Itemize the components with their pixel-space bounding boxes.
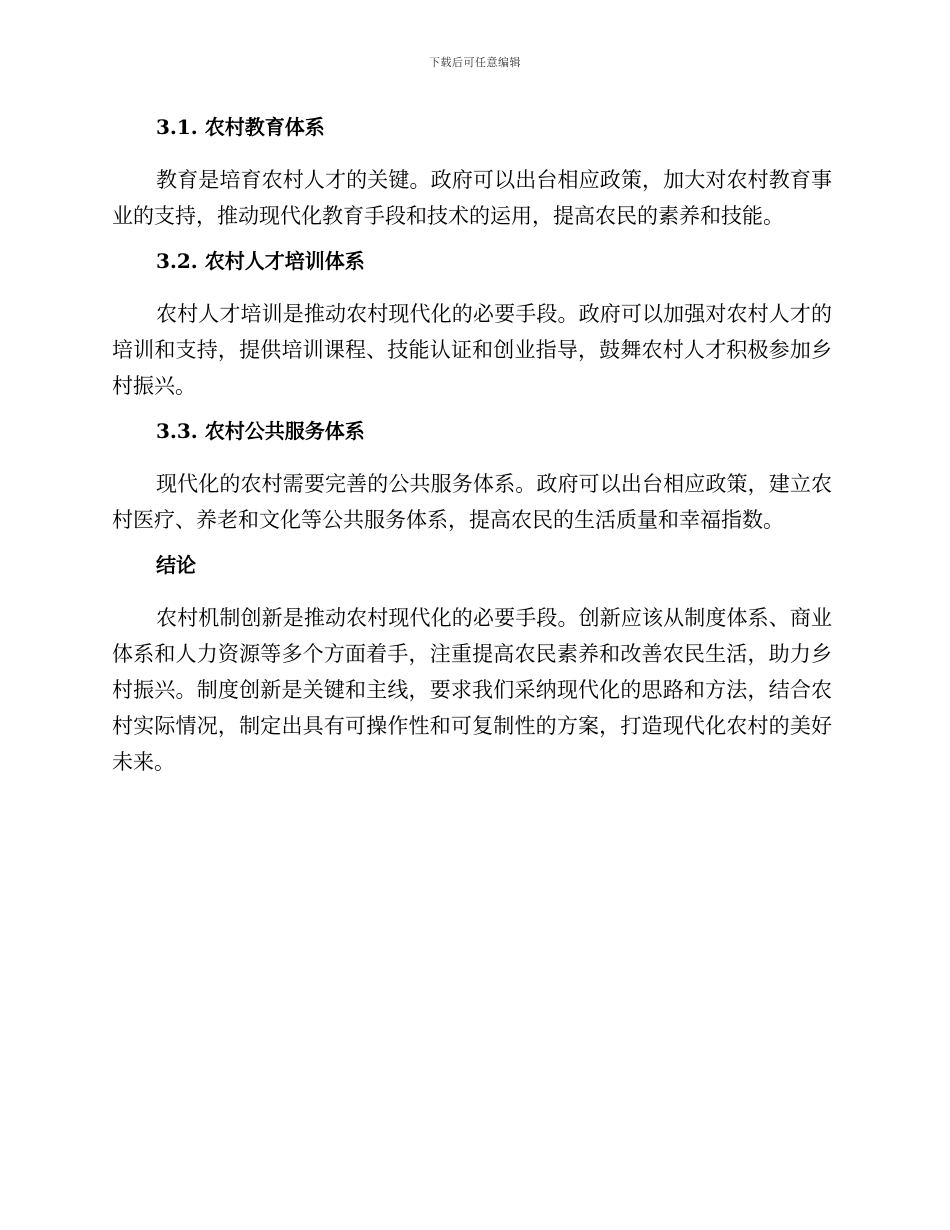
section-heading-public-service: 3.3. 农村公共服务体系 xyxy=(156,419,365,443)
document-body xyxy=(112,112,832,780)
header-note: 下载后可任意编辑 xyxy=(429,56,521,69)
section-heading-conclusion: 结论 xyxy=(156,553,196,577)
section-heading-training: 3.2. 农村人才培训体系 xyxy=(156,249,365,273)
section-paragraph-training: 农村人才培训是推动农村现代化的必要手段。政府可以加强对农村人才的培训和支持，提供培训课程、技能认证和创业指导，鼓舞农村人才积极参加乡村振兴。 xyxy=(112,302,832,398)
section-paragraph-education: 教育是培育农村人才的关键。政府可以出台相应政策，加大对农村教育事业的支持，推动现代化教育手段和技术的运用，提高农民的素养和技能。 xyxy=(112,168,832,228)
section-paragraph-conclusion: 农村机制创新是推动农村现代化的必要手段。创新应该从制度体系、商业体系和人力资源等多个方面着手，注重提高农民素养和改善农民生活，助力乡村振兴。制度创新是关键和主线，要求我们采纳现代化的思路和方法，结合农村实际情况，制定出具有可操作性和可复制性的方案，打造现代化农村的美好未来。 xyxy=(112,606,832,774)
section-heading-education: 3.1. 农村教育体系 xyxy=(156,115,325,139)
section-paragraph-public-service: 现代化的农村需要完善的公共服务体系。政府可以出台相应政策，建立农村医疗、养老和文化等公共服务体系，提高农民的生活质量和幸福指数。 xyxy=(112,472,832,532)
